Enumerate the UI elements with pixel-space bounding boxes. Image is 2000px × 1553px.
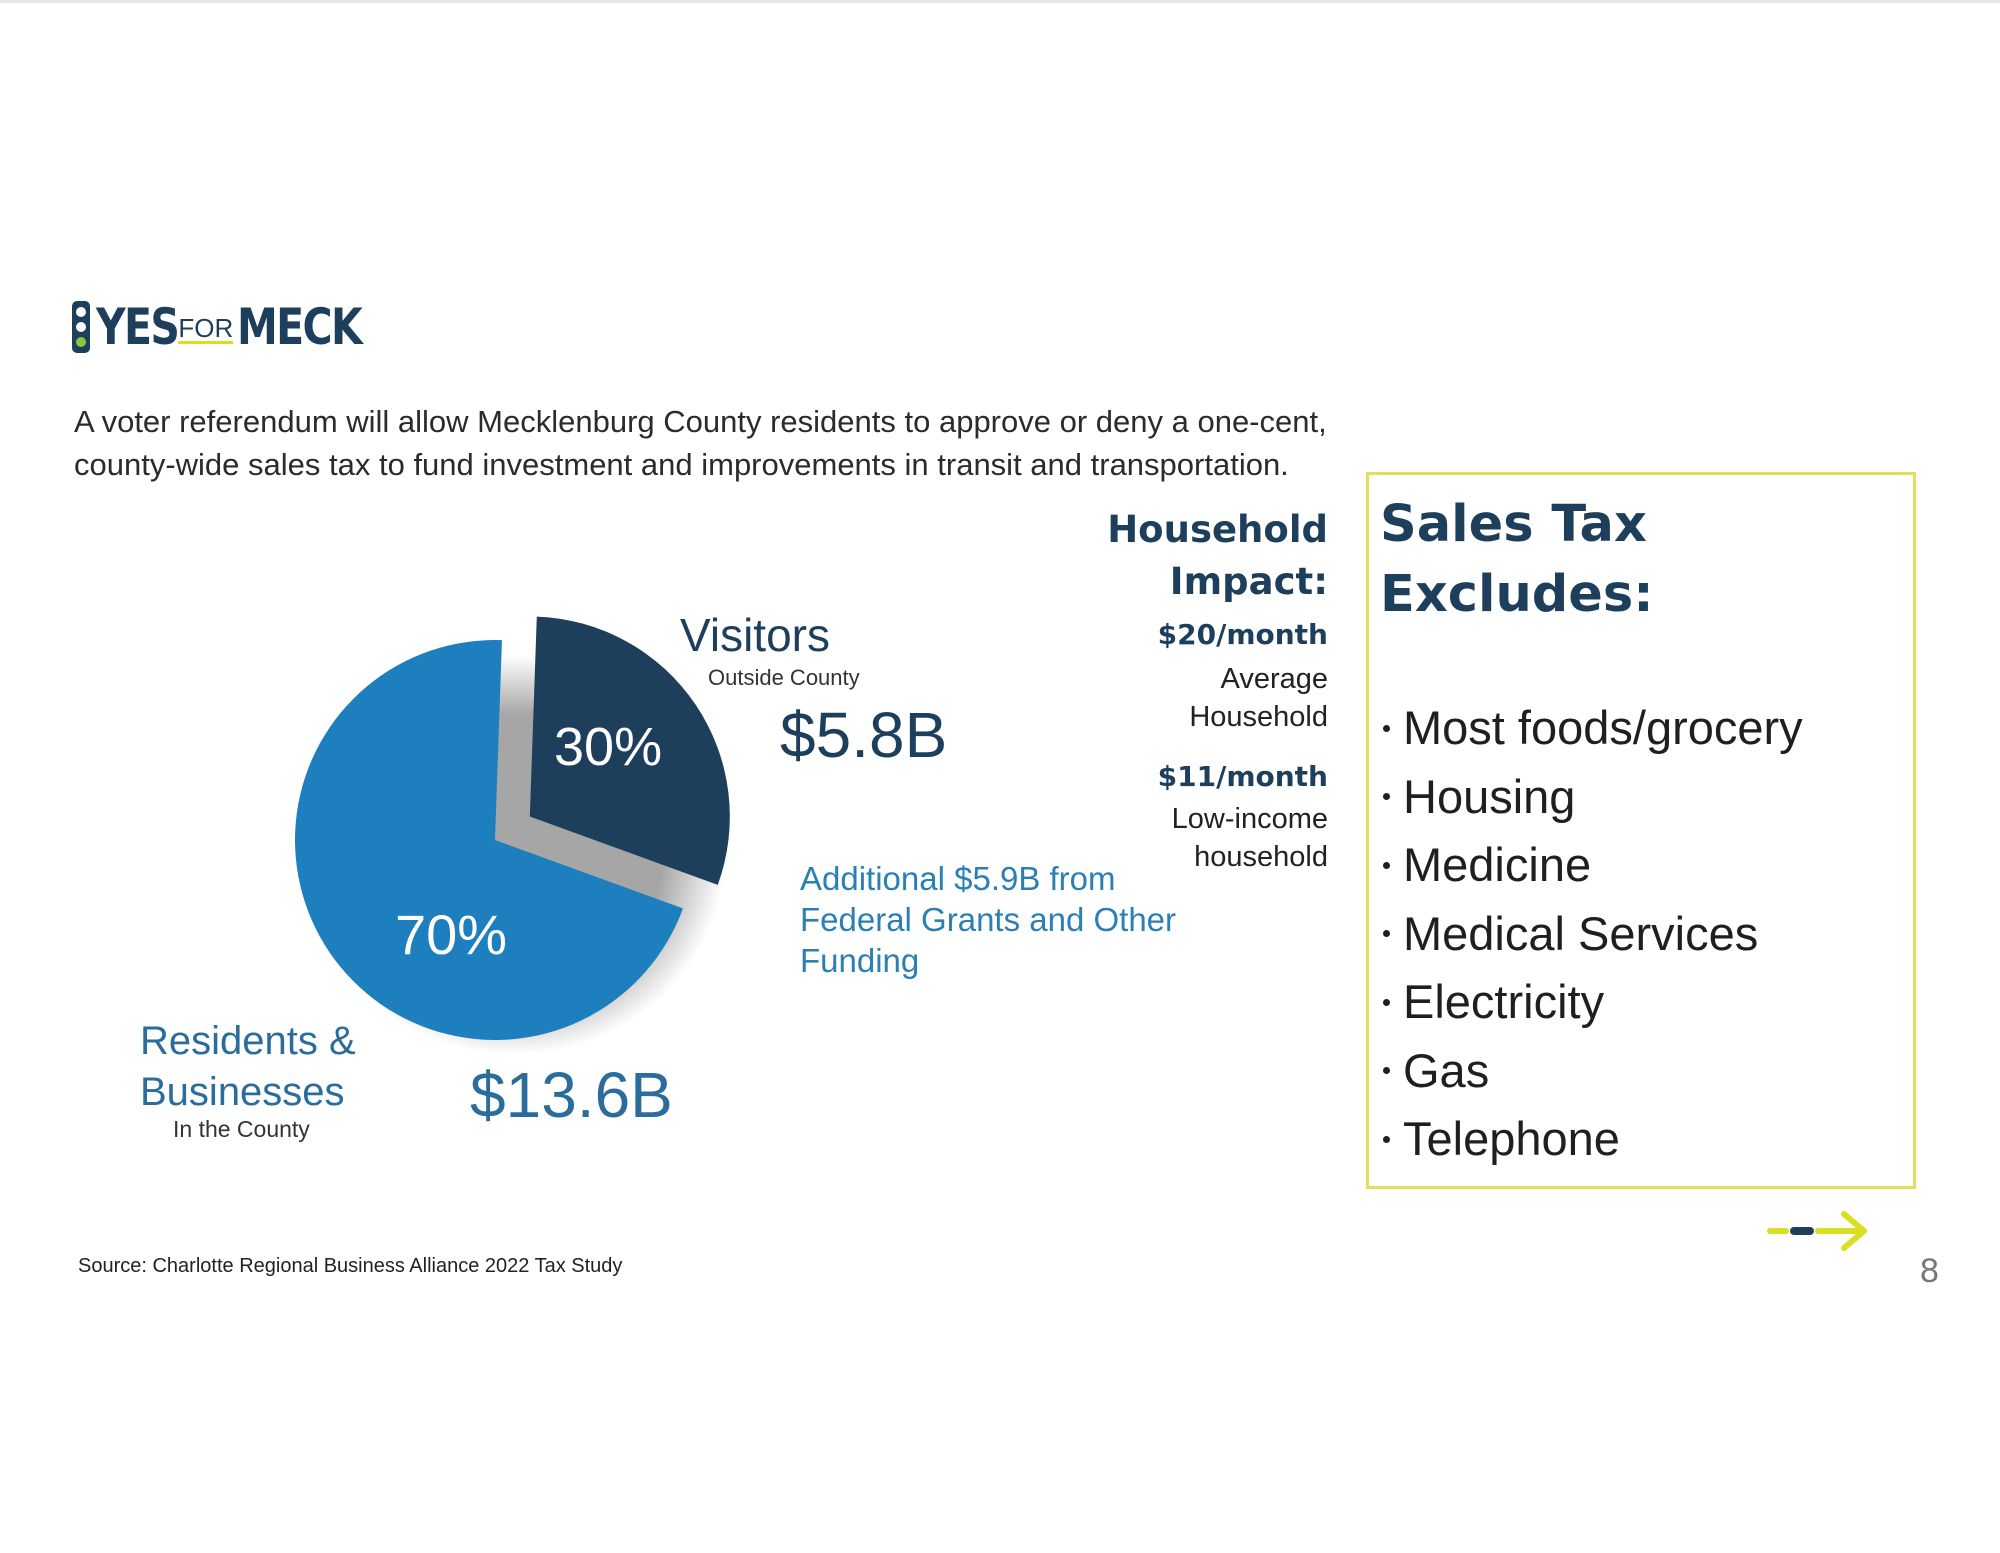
residents-percent: 70% [395,903,508,966]
logo-meck: MECK [237,298,362,356]
residents-amount: $13.6B [470,1059,673,1131]
exclusions-title: Sales Tax Excludes: [1380,495,1654,624]
intro-text: A voter referendum will allow Mecklenburg County residents to approve or deny a one-cent, county-wide sales tax to fund investment and improvements in transit and transportation. [74,404,1327,482]
source-note: Source: Charlotte Regional Business Alliance 2022 Tax Study [78,1255,623,1277]
residents-label: Residents & Businesses [140,1019,356,1114]
exclusion-item: Telephone [1403,1112,1620,1165]
visitors-sublabel: Outside County [708,665,860,690]
household-desc: Average Household [1189,663,1328,733]
bullet-icon [1383,793,1390,800]
logo-yes: YES [96,298,179,356]
household-amount: $11/month [1157,760,1328,793]
bullet-icon [1383,1067,1390,1074]
list-item [1380,763,1803,832]
exclusion-item: Medical Services [1403,906,1759,960]
bullet-icon [1383,930,1390,937]
list-item [1380,1037,1803,1106]
exclusion-item: Electricity [1403,975,1605,1028]
exclusion-item: Most foods/grocery [1403,701,1803,754]
household-amount: $20/month [1157,618,1328,651]
bullet-icon [1383,999,1390,1006]
additional-funding-note: Additional $5.9B from Federal Grants and Other Funding [800,860,1177,979]
list-item [1380,831,1803,900]
list-item [1380,900,1803,969]
logo-for: FOR [178,312,234,343]
household-impact-title: Household Impact: [1107,508,1328,603]
exclusion-item: Housing [1403,769,1576,823]
top-border [0,0,2000,3]
visitors-percent: 30% [554,717,663,777]
list-item [1380,1105,1803,1174]
list-item [1380,694,1803,763]
exclusion-item: Gas [1403,1043,1490,1097]
bullet-icon [1383,862,1390,869]
exclusions-list [1380,694,1803,1174]
bullet-icon [1383,725,1390,732]
household-desc: Low-income household [1171,803,1328,873]
visitors-label: Visitors [680,609,830,661]
yes-for-meck-logo [72,292,389,362]
visitors-amount: $5.8B [780,699,948,771]
exclusion-item: Medicine [1403,838,1592,891]
list-item [1380,968,1803,1037]
residents-sublabel: In the County [173,1116,310,1142]
bullet-icon [1383,1136,1390,1143]
traffic-light-icon [72,301,90,353]
next-arrow-icon [1766,1206,1876,1256]
page-number: 8 [1920,1252,1939,1290]
